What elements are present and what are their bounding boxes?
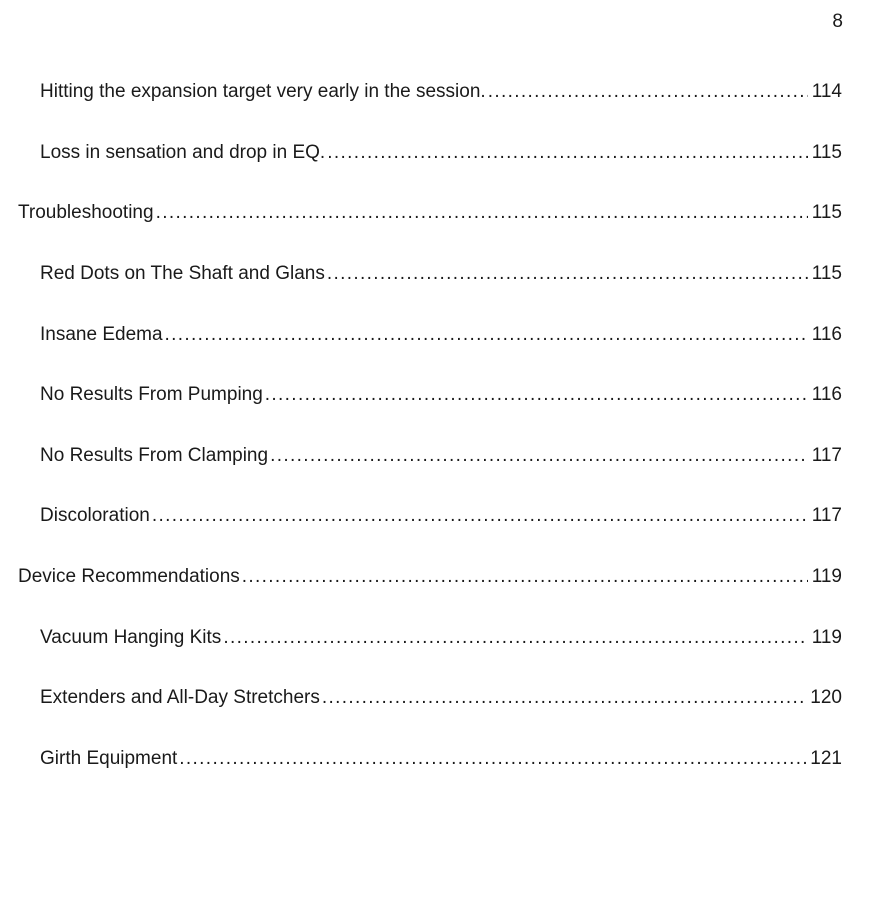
toc-entry-title: Troubleshooting [18, 202, 154, 223]
toc-entry-page: 116 [811, 324, 842, 345]
toc-entry-page: 115 [811, 142, 842, 163]
toc-entry[interactable] [40, 504, 842, 528]
toc-entry[interactable] [40, 444, 842, 468]
toc-entry[interactable] [40, 323, 842, 347]
toc-entry-title: No Results From Pumping [40, 384, 263, 405]
toc-entry[interactable] [40, 686, 842, 710]
toc-entry-title: Hitting the expansion target very early in the session. [40, 81, 486, 102]
toc-dot-leader [152, 504, 808, 528]
toc-entry-title: Loss in sensation and drop in EQ. [40, 142, 326, 163]
toc-dot-leader [242, 565, 808, 589]
page-number: 8 [832, 11, 843, 32]
toc-dot-leader [223, 626, 807, 650]
toc-entry-title: Extenders and All-Day Stretchers [40, 687, 320, 708]
toc-dot-leader [327, 141, 808, 165]
toc-entry[interactable] [18, 565, 842, 589]
toc-entry-title: Red Dots on The Shaft and Glans [40, 263, 325, 284]
toc-entry-page: 119 [811, 627, 842, 648]
toc-entry-page: 120 [810, 687, 842, 708]
toc-dot-leader [165, 323, 808, 347]
toc-entry[interactable] [40, 80, 842, 104]
toc-entry[interactable] [40, 262, 842, 286]
toc-entry-page: 114 [811, 81, 842, 102]
toc-entry-page: 121 [810, 748, 842, 769]
toc-dot-leader [270, 444, 808, 468]
toc-entry-title: Device Recommendations [18, 566, 240, 587]
toc-entry-page: 117 [811, 445, 842, 466]
toc-entry[interactable] [40, 747, 842, 771]
toc-dot-leader [156, 201, 808, 225]
toc-entry-title: Insane Edema [40, 324, 163, 345]
toc-entry-title: Vacuum Hanging Kits [40, 627, 222, 648]
toc-entry-page: 119 [811, 566, 842, 587]
toc-dot-leader [265, 383, 808, 407]
toc-dot-leader [322, 686, 806, 710]
toc-entry[interactable] [40, 141, 842, 165]
toc-entry[interactable] [40, 383, 842, 407]
toc-entry-page: 116 [811, 384, 842, 405]
toc-entry-title: No Results From Clamping [40, 445, 269, 466]
toc-entry-title: Discoloration [40, 505, 150, 526]
toc-entry-page: 117 [811, 505, 842, 526]
toc-entry-title: Girth Equipment [40, 748, 178, 769]
toc-entry-page: 115 [811, 263, 842, 284]
toc-entry[interactable] [40, 626, 842, 650]
toc-entry-page: 115 [811, 202, 842, 223]
toc-dot-leader [179, 747, 806, 771]
toc-entry[interactable] [18, 201, 842, 225]
toc-dot-leader [327, 262, 808, 286]
toc-dot-leader [488, 80, 808, 104]
